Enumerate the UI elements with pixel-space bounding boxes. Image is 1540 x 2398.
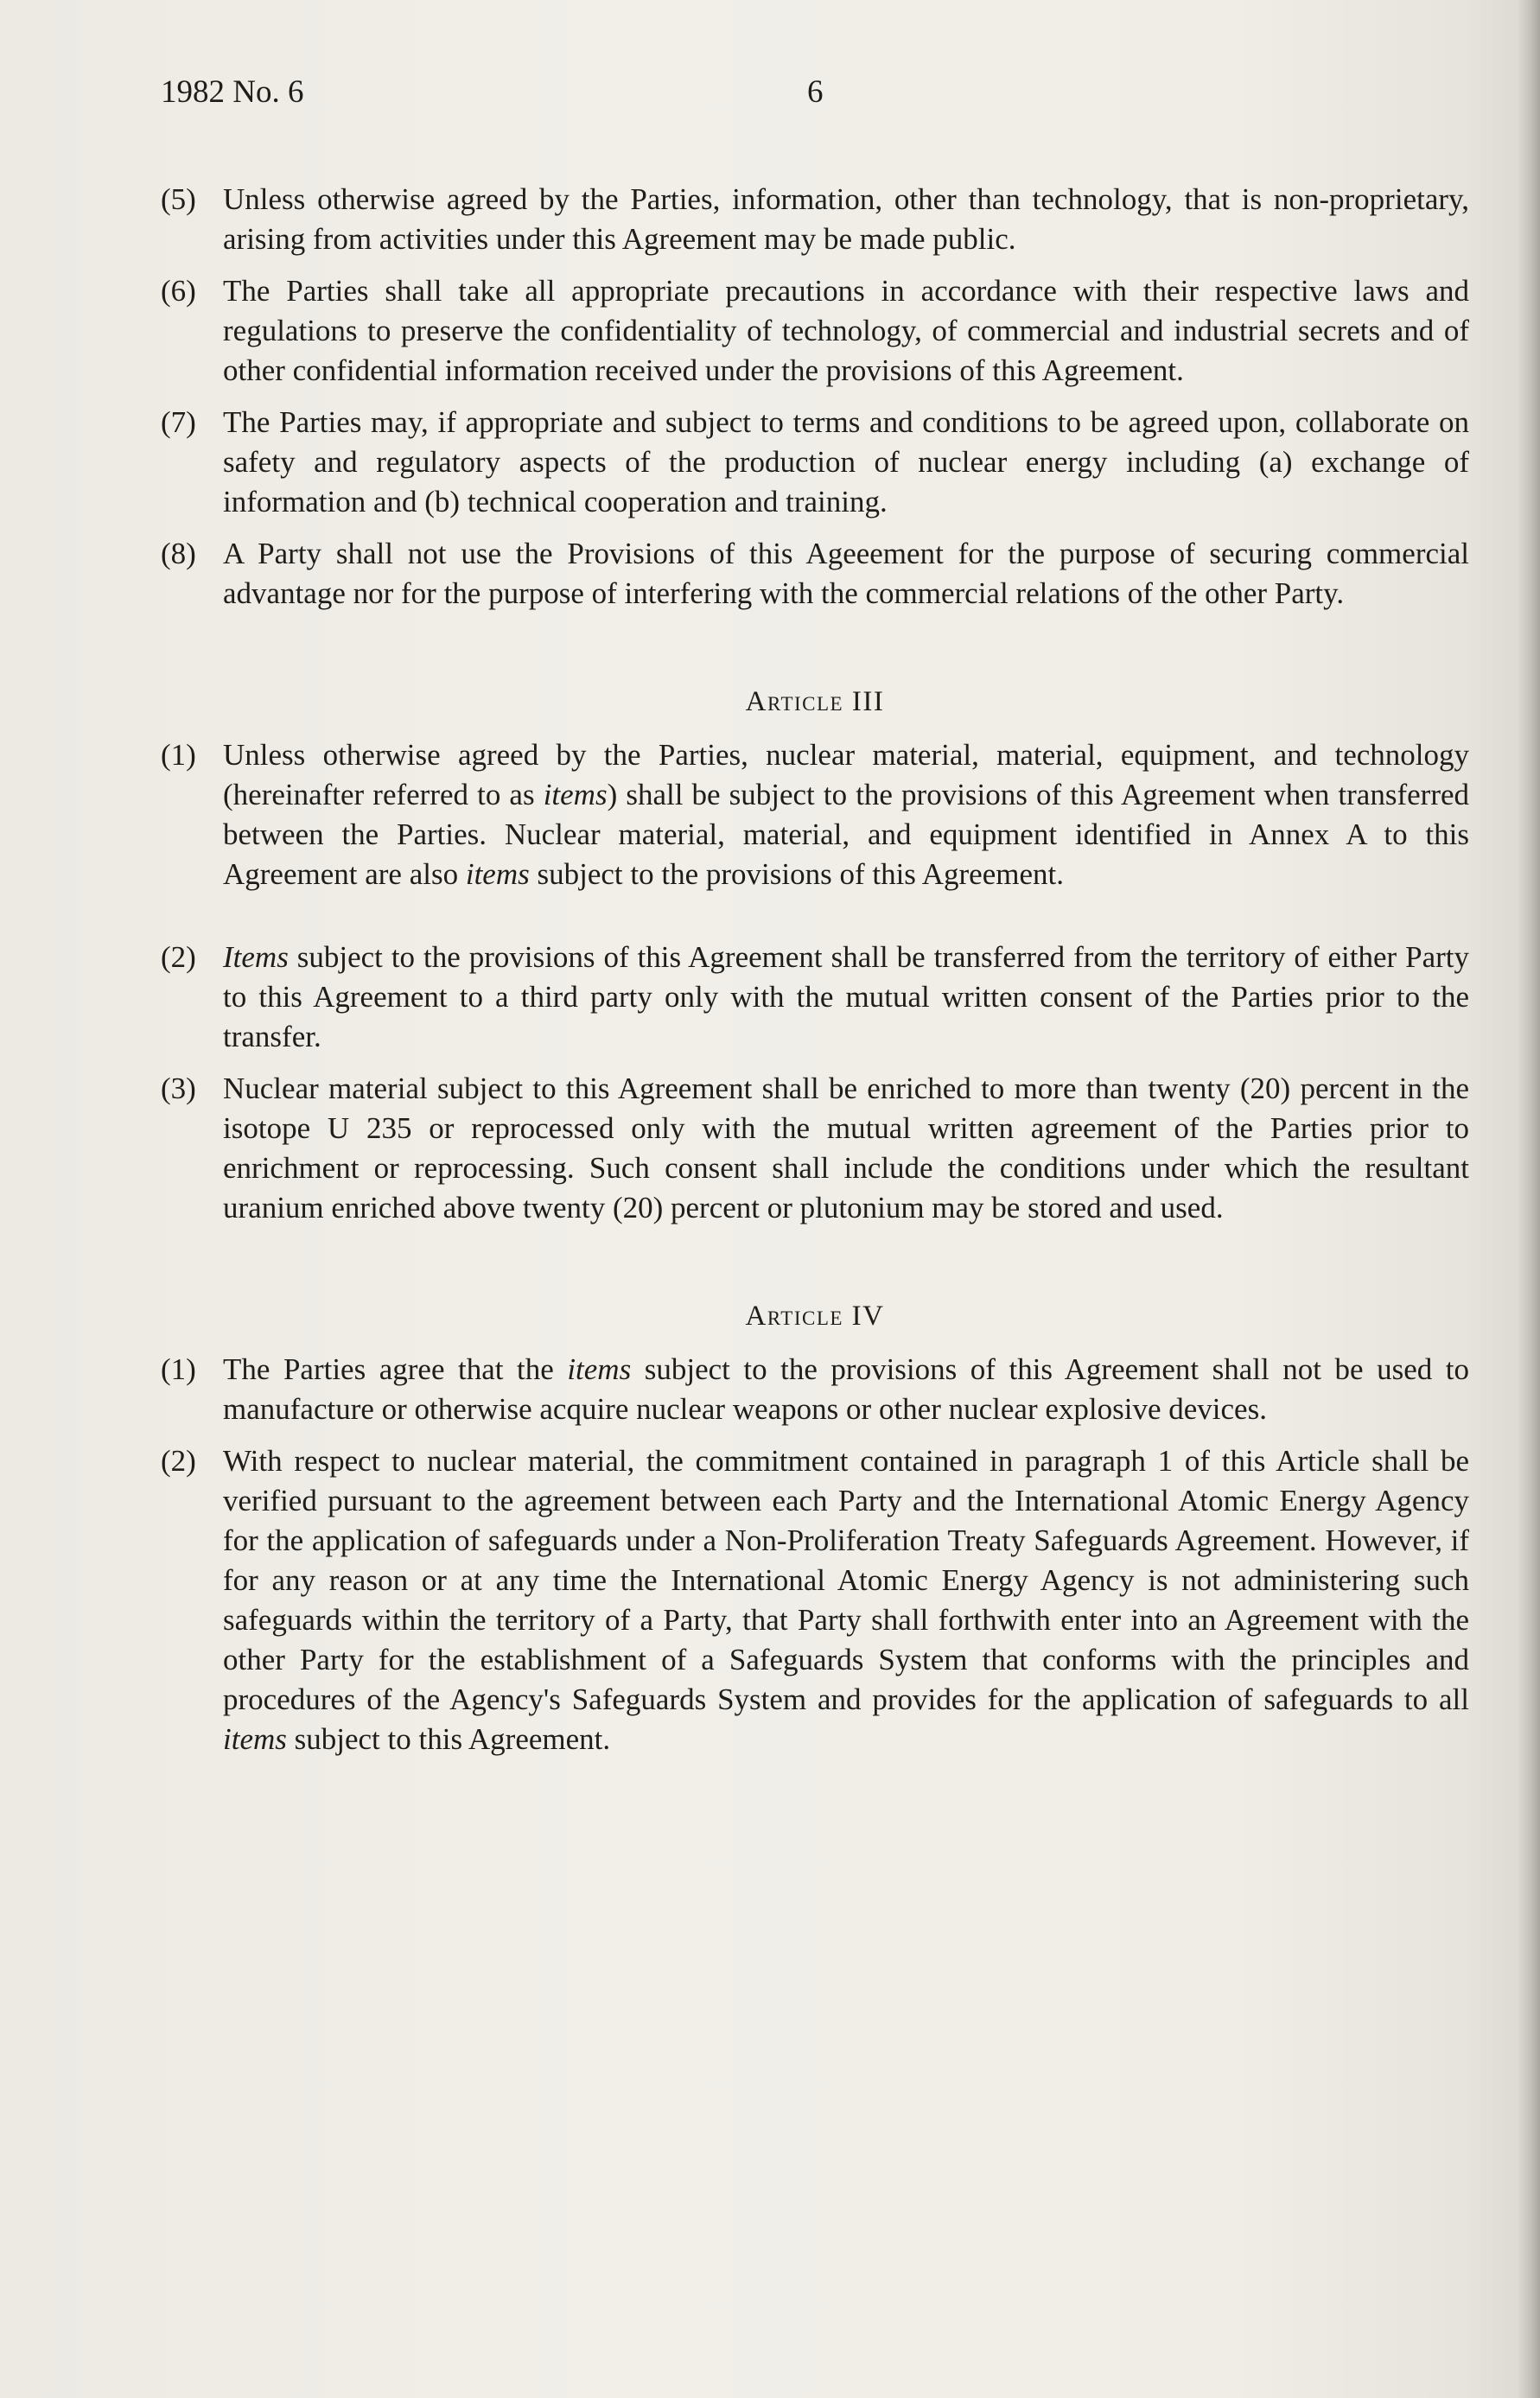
paragraph-number: (2) [161,1444,196,1478]
paragraph-7 [161,403,1469,522]
paragraph-number: (1) [161,738,196,772]
page-number: 6 [807,74,824,110]
article-4-paragraph-2 [161,1441,1469,1759]
paragraph-text: Nuclear material subject to this Agreement shall be enriched to more than twenty (20) percent in the isotope U 235 or reprocessed only with the mutual written agreement of the Parties prior to enrichment or reprocessing. Such consent shall include the conditions under which the resultant uranium enriched above twenty (20) percent or plutonium may be stored and used. [223,1072,1469,1224]
italic-term: items [567,1352,632,1386]
paragraph-text: Unless otherwise agreed by the Parties, information, other than technology, that is non-proprietary, arising from activities under this Agreement may be made public. [223,182,1469,256]
italic-term: items [223,1722,287,1756]
article-3-heading: Article III [745,686,885,717]
paragraph-number: (5) [161,182,196,216]
paragraph-text [223,1441,1469,1759]
paragraph-number: (3) [161,1072,196,1105]
paragraph-text: The Parties may, if appropriate and subject to terms and conditions to be agreed upon, collaborate on safety and regulatory aspects of the production of nuclear energy including (a) exchange of information and (b) technical cooperation and training. [223,405,1469,518]
text-run: Unless otherwise agreed by the Parties, nuclear material, material, equipment, and technology (hereinafter referred to as [223,738,1469,811]
paragraph-number: (6) [161,274,196,308]
italic-term: Items [223,940,289,974]
page-header [161,71,1457,114]
paragraph-text [223,1350,1469,1429]
article-3-paragraph-1 [161,735,1469,894]
paragraph-number: (1) [161,1352,196,1386]
paragraph-8 [161,534,1469,614]
text-run: subject to the provisions of this Agreement. [529,857,1064,891]
paragraph-number: (2) [161,940,196,974]
paragraph-6 [161,271,1469,391]
text-run: subject to the provisions of this Agreement shall be transferred from the territory of either Party to this Agreement to a third party only with the mutual written consent of the Parties prior to the transfer. [223,940,1469,1053]
page-edge-shadow [1518,0,1540,2398]
article-3-paragraph-2 [161,938,1469,1057]
paragraph-5 [161,180,1469,259]
text-run: subject to the provisions of this Agreement shall not be used to manufacture or otherwise acquire nuclear weapons or other nuclear explosive devices. [223,1352,1469,1426]
document-body [161,180,1469,1771]
paragraph-text: A Party shall not use the Provisions of this Ageeement for the purpose of securing commercial advantage nor for the purpose of interfering with the commercial relations of the other Party. [223,537,1469,610]
paragraph-number: (8) [161,537,196,570]
text-run: subject to this Agreement. [286,1722,611,1756]
paragraph-text [223,735,1469,894]
paragraph-text [223,938,1469,1057]
article-4-paragraph-1 [161,1350,1469,1429]
article-4-heading: Article IV [745,1301,885,1332]
article-3-paragraph-3 [161,1069,1469,1228]
italic-term: items [465,857,530,891]
document-reference: 1982 No. 6 [161,74,304,110]
text-run: The Parties agree that the [223,1352,568,1386]
text-run: With respect to nuclear material, the commitment contained in paragraph 1 of this Article shall be verified pursuant to the agreement between each Party and the International Atomic Energy Agency for the application of safeguards under a Non-Proliferation Treaty Safeguards Agreement. However, if for any reason or at any time the International Atomic Energy Agency is not administering such safeguards within the territory of a Party, that Party shall forthwith enter into an Agreement with the other Party for the establishment of a Safeguards System that conforms with the principles and procedures of the Agency's Safeguards System and provides for the application of safeguards to all [223,1444,1469,1716]
text-run: ) shall be subject to the provisions of this Agreement when transferred between the Parties. Nuclear material, material, and equipment identified in Annex A to this Agreement are also [223,778,1470,891]
paragraph-number: (7) [161,405,196,439]
italic-term: items [543,778,608,811]
paragraph-text: The Parties shall take all appropriate precautions in accordance with their respective laws and regulations to preserve the confidentiality of technology, of commercial and industrial secrets and of other confidential information received under the provisions of this Agreement. [223,274,1469,387]
